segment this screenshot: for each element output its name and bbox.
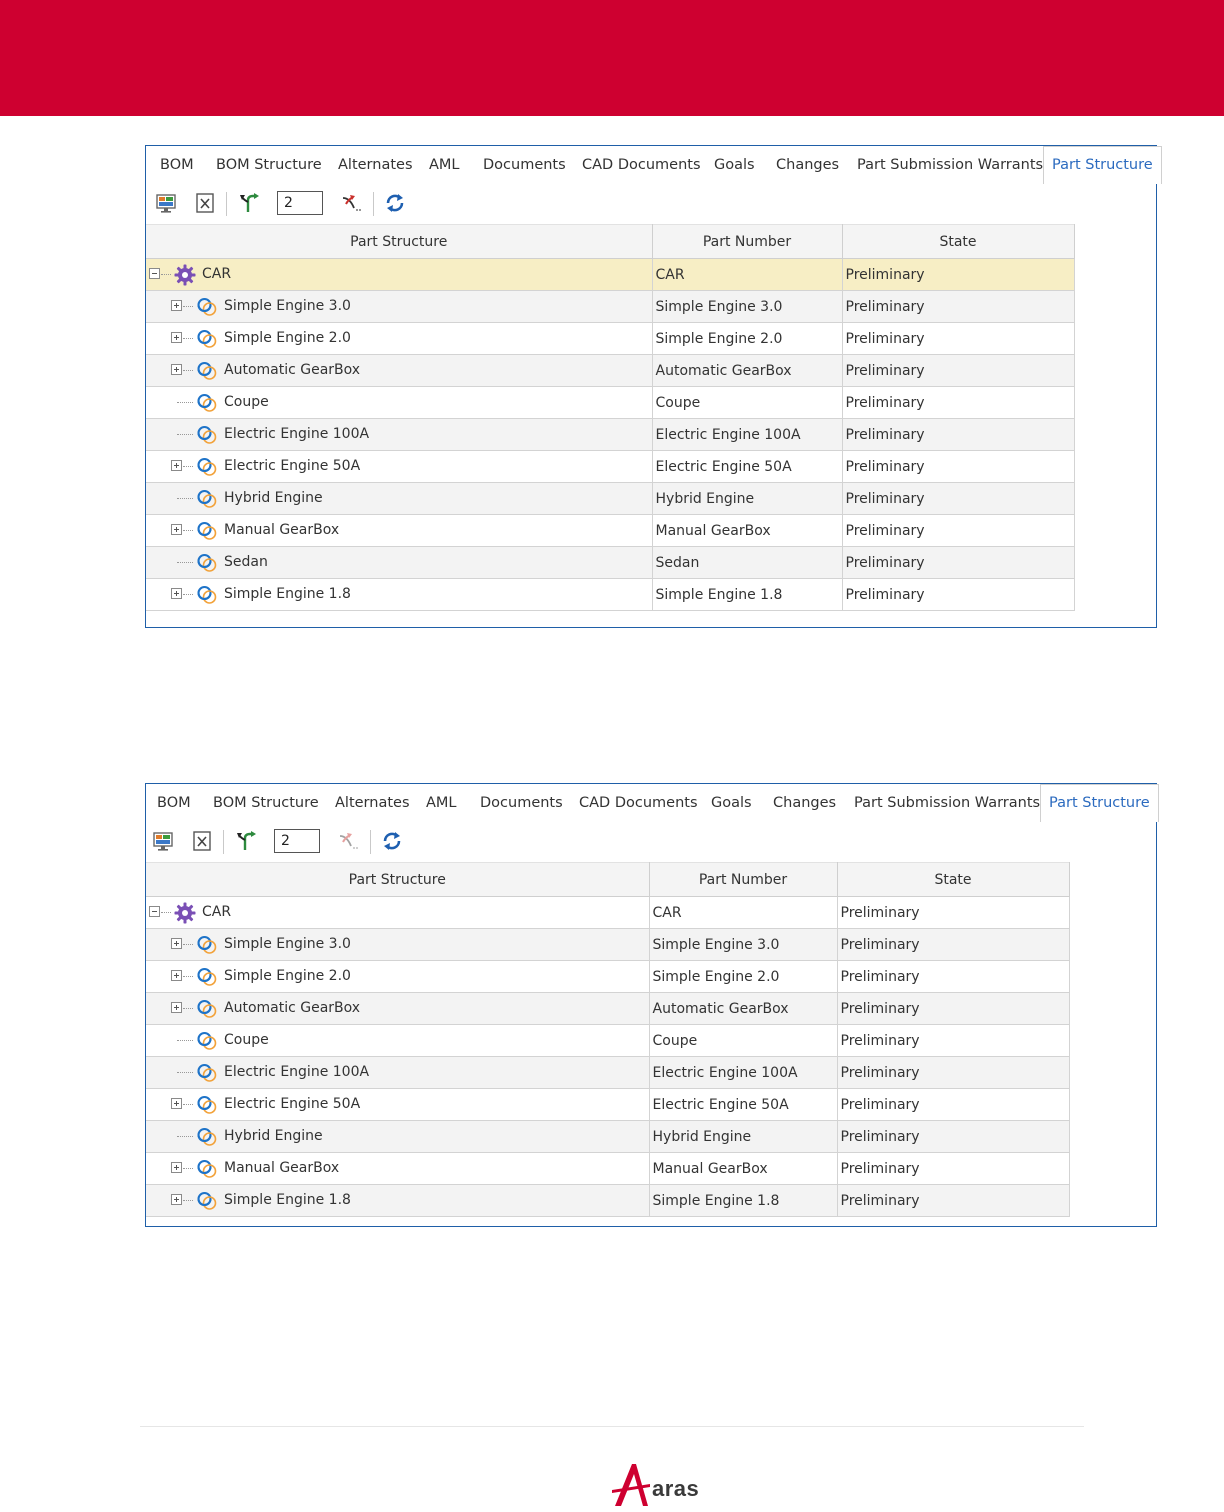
part-name[interactable]: Sedan [224, 554, 268, 570]
part-number-cell: Manual GearBox [649, 1153, 837, 1185]
table-row[interactable] [146, 547, 1074, 579]
table-row[interactable] [146, 1089, 1069, 1121]
part-icon [196, 296, 218, 318]
table-row[interactable] [146, 1185, 1069, 1217]
expand-level-input[interactable] [277, 191, 323, 215]
part-name[interactable]: Manual GearBox [224, 1160, 340, 1176]
part-structure-cell [146, 1089, 649, 1121]
tab-aml[interactable]: AML [429, 157, 460, 173]
column-header-part-number[interactable]: Part Number [652, 225, 842, 259]
part-number-cell: Automatic GearBox [649, 993, 837, 1025]
tab-part-structure[interactable]: Part Structure [1043, 146, 1162, 184]
tree-connector [161, 912, 171, 913]
table-row[interactable] [146, 897, 1069, 929]
tree-connector [183, 1200, 193, 1201]
state-cell: Preliminary [842, 451, 1074, 483]
table-row[interactable] [146, 515, 1074, 547]
grid-header-row [146, 863, 1069, 897]
expand-tree-icon[interactable] [239, 192, 261, 214]
tree-connector [183, 594, 193, 595]
part-structure-cell [146, 929, 649, 961]
expand-node-icon[interactable] [171, 524, 182, 535]
expand-node-icon[interactable] [171, 970, 182, 981]
part-structure-cell [146, 355, 652, 387]
part-structure-cell [146, 547, 652, 579]
part-number-cell: Coupe [652, 387, 842, 419]
state-cell: Preliminary [837, 1153, 1069, 1185]
expand-level-input[interactable] [274, 829, 320, 853]
tab-part-submission-warrants[interactable]: Part Submission Warrants [854, 795, 1041, 811]
part-structure-grid [146, 224, 1075, 611]
part-name[interactable]: Electric Engine 50A [224, 458, 361, 474]
expand-node-icon[interactable] [171, 1162, 182, 1173]
part-structure-cell [146, 451, 652, 483]
part-number-cell: Simple Engine 3.0 [652, 291, 842, 323]
tab-aml[interactable]: AML [426, 795, 457, 811]
display-icon[interactable] [152, 830, 174, 852]
state-cell: Preliminary [837, 961, 1069, 993]
tree-connector [183, 370, 193, 371]
tab-documents[interactable]: Documents [483, 157, 566, 173]
tree-connector [177, 562, 193, 563]
part-icon [196, 424, 218, 446]
part-number-cell: Electric Engine 100A [649, 1057, 837, 1089]
assembly-gear-icon [174, 264, 196, 286]
tab-bom-structure[interactable]: BOM Structure [216, 157, 322, 173]
part-name[interactable]: Automatic GearBox [224, 1000, 361, 1016]
tree-connector [183, 1008, 193, 1009]
part-name[interactable]: Simple Engine 2.0 [224, 330, 351, 346]
table-row[interactable] [146, 1121, 1069, 1153]
part-name[interactable]: Automatic GearBox [224, 362, 361, 378]
toolbar-separator [223, 830, 224, 854]
excel-export-icon[interactable] [194, 192, 216, 214]
part-name[interactable]: Electric Engine 50A [224, 1096, 361, 1112]
expand-node-icon[interactable] [171, 332, 182, 343]
tab-alternates[interactable]: Alternates [338, 157, 413, 173]
tree-connector [183, 306, 193, 307]
tree-connector [177, 1072, 193, 1073]
table-row[interactable] [146, 961, 1069, 993]
aras-logo-text: aras [652, 1476, 700, 1501]
column-header-part-number[interactable]: Part Number [649, 863, 837, 897]
table-row[interactable] [146, 259, 1074, 291]
part-structure-cell [146, 1057, 649, 1089]
state-cell: Preliminary [837, 1057, 1069, 1089]
tab-bom[interactable]: BOM [157, 795, 191, 811]
tab-cad-documents[interactable]: CAD Documents [579, 795, 698, 811]
table-row[interactable] [146, 1153, 1069, 1185]
tree-connector [183, 530, 193, 531]
table-row[interactable] [146, 993, 1069, 1025]
table-row[interactable] [146, 579, 1074, 611]
part-number-cell: Simple Engine 3.0 [649, 929, 837, 961]
part-icon [196, 1094, 218, 1116]
part-structure-cell [146, 1185, 649, 1217]
collapse-node-icon[interactable] [149, 268, 160, 279]
expand-node-icon[interactable] [171, 938, 182, 949]
tab-alternates[interactable]: Alternates [335, 795, 410, 811]
column-header-part-structure[interactable]: Part Structure [146, 863, 649, 897]
state-cell: Preliminary [842, 483, 1074, 515]
part-icon [196, 934, 218, 956]
part-icon [196, 1190, 218, 1212]
part-structure-cell [146, 259, 652, 291]
part-name[interactable]: Simple Engine 2.0 [224, 968, 351, 984]
column-header-state[interactable]: State [837, 863, 1069, 897]
toolbar [146, 822, 1156, 862]
tab-part-structure[interactable]: Part Structure [1040, 784, 1159, 822]
part-structure-cell [146, 419, 652, 451]
tree-connector [183, 1104, 193, 1105]
part-number-cell: Electric Engine 50A [649, 1089, 837, 1121]
part-name[interactable]: Simple Engine 3.0 [224, 298, 351, 314]
state-cell: Preliminary [842, 419, 1074, 451]
part-structure-cell [146, 1121, 649, 1153]
part-number-cell: Simple Engine 1.8 [652, 579, 842, 611]
expand-node-icon[interactable] [171, 588, 182, 599]
part-structure-cell [146, 387, 652, 419]
table-row[interactable] [146, 451, 1074, 483]
part-number-cell: Simple Engine 2.0 [649, 961, 837, 993]
state-cell: Preliminary [837, 897, 1069, 929]
state-cell: Preliminary [842, 259, 1074, 291]
expand-node-icon[interactable] [171, 364, 182, 375]
part-name[interactable]: Electric Engine 100A [224, 1064, 370, 1080]
tree-connector [161, 274, 171, 275]
tree-connector [177, 402, 193, 403]
expand-node-icon[interactable] [171, 1002, 182, 1013]
tab-bom[interactable]: BOM [160, 157, 194, 173]
part-icon [196, 1158, 218, 1180]
part-number-cell: Manual GearBox [652, 515, 842, 547]
state-cell: Preliminary [842, 387, 1074, 419]
part-icon [196, 328, 218, 350]
part-number-cell: Hybrid Engine [652, 483, 842, 515]
aras-logo [612, 1460, 712, 1508]
tree-connector [183, 338, 193, 339]
state-cell: Preliminary [837, 1185, 1069, 1217]
part-number-cell: Automatic GearBox [652, 355, 842, 387]
tab-goals[interactable]: Goals [714, 157, 755, 173]
collapse-tree-icon[interactable] [340, 192, 362, 214]
part-name[interactable]: Hybrid Engine [224, 490, 323, 506]
part-name[interactable]: Coupe [224, 394, 269, 410]
toolbar-separator [370, 830, 371, 854]
part-icon [196, 998, 218, 1020]
tab-bom-structure[interactable]: BOM Structure [213, 795, 319, 811]
part-icon [196, 966, 218, 988]
header-band [0, 0, 1224, 116]
expand-node-icon[interactable] [171, 300, 182, 311]
tree-connector [183, 976, 193, 977]
tab-part-submission-warrants[interactable]: Part Submission Warrants [857, 157, 1044, 173]
assembly-gear-icon [174, 902, 196, 924]
state-cell: Preliminary [837, 1089, 1069, 1121]
tab-changes[interactable]: Changes [776, 157, 840, 173]
state-cell: Preliminary [837, 1121, 1069, 1153]
part-icon [196, 360, 218, 382]
part-icon [196, 552, 218, 574]
part-structure-cell [146, 323, 652, 355]
part-number-cell: Electric Engine 50A [652, 451, 842, 483]
collapse-tree-icon[interactable] [337, 830, 359, 852]
table-row[interactable] [146, 291, 1074, 323]
part-icon [196, 584, 218, 606]
state-cell: Preliminary [842, 579, 1074, 611]
state-cell: Preliminary [842, 355, 1074, 387]
state-cell: Preliminary [837, 1025, 1069, 1057]
expand-node-icon[interactable] [171, 1194, 182, 1205]
part-structure-panel-2 [145, 783, 1157, 1227]
expand-node-icon[interactable] [171, 1098, 182, 1109]
part-icon [196, 1030, 218, 1052]
tree-connector [177, 1040, 193, 1041]
tree-connector [183, 944, 193, 945]
part-name[interactable]: CAR [202, 266, 232, 282]
tree-connector [183, 466, 193, 467]
tab-documents[interactable]: Documents [480, 795, 563, 811]
state-cell: Preliminary [842, 323, 1074, 355]
part-number-cell: Simple Engine 1.8 [649, 1185, 837, 1217]
refresh-icon[interactable] [381, 830, 403, 852]
part-structure-cell [146, 897, 649, 929]
grid-header-row [146, 225, 1074, 259]
part-icon [196, 488, 218, 510]
table-row[interactable] [146, 355, 1074, 387]
part-name[interactable]: CAR [202, 904, 232, 920]
table-row[interactable] [146, 483, 1074, 515]
table-row[interactable] [146, 1057, 1069, 1089]
part-structure-cell [146, 483, 652, 515]
part-structure-grid [146, 862, 1070, 1217]
part-icon [196, 456, 218, 478]
part-structure-panel-1 [145, 145, 1157, 628]
part-number-cell: Simple Engine 2.0 [652, 323, 842, 355]
part-structure-cell [146, 1153, 649, 1185]
part-number-cell: Hybrid Engine [649, 1121, 837, 1153]
table-row[interactable] [146, 387, 1074, 419]
toolbar [146, 184, 1156, 224]
toolbar-separator [373, 192, 374, 216]
tab-changes[interactable]: Changes [773, 795, 837, 811]
tab-bar [146, 784, 1156, 822]
part-structure-cell [146, 961, 649, 993]
table-row[interactable] [146, 929, 1069, 961]
part-structure-cell [146, 1025, 649, 1057]
part-icon [196, 520, 218, 542]
state-cell: Preliminary [837, 929, 1069, 961]
table-row[interactable] [146, 323, 1074, 355]
part-number-cell: Electric Engine 100A [652, 419, 842, 451]
part-name[interactable]: Simple Engine 1.8 [224, 1192, 351, 1208]
footer-divider [140, 1426, 1084, 1427]
part-structure-cell [146, 993, 649, 1025]
tree-connector [183, 1168, 193, 1169]
state-cell: Preliminary [837, 993, 1069, 1025]
aras-logo-mark-icon [612, 1460, 652, 1508]
part-name[interactable]: Manual GearBox [224, 522, 340, 538]
part-name[interactable]: Coupe [224, 1032, 269, 1048]
toolbar-separator [226, 192, 227, 216]
collapse-node-icon[interactable] [149, 906, 160, 917]
part-icon [196, 1062, 218, 1084]
part-name[interactable]: Simple Engine 3.0 [224, 936, 351, 952]
part-structure-cell [146, 515, 652, 547]
part-number-cell: Coupe [649, 1025, 837, 1057]
state-cell: Preliminary [842, 515, 1074, 547]
part-number-cell: Sedan [652, 547, 842, 579]
part-number-cell: CAR [652, 259, 842, 291]
part-name[interactable]: Hybrid Engine [224, 1128, 323, 1144]
tab-goals[interactable]: Goals [711, 795, 752, 811]
tab-cad-documents[interactable]: CAD Documents [582, 157, 701, 173]
part-name[interactable]: Simple Engine 1.8 [224, 586, 351, 602]
state-cell: Preliminary [842, 291, 1074, 323]
expand-node-icon[interactable] [171, 460, 182, 471]
excel-export-icon[interactable] [191, 830, 213, 852]
column-header-state[interactable]: State [842, 225, 1074, 259]
tree-connector [177, 498, 193, 499]
table-row[interactable] [146, 1025, 1069, 1057]
tab-bar [146, 146, 1156, 184]
part-icon [196, 392, 218, 414]
tree-connector [177, 1136, 193, 1137]
part-structure-cell [146, 291, 652, 323]
table-row[interactable] [146, 419, 1074, 451]
part-structure-cell [146, 579, 652, 611]
state-cell: Preliminary [842, 547, 1074, 579]
refresh-icon[interactable] [384, 192, 406, 214]
part-number-cell: CAR [649, 897, 837, 929]
expand-tree-icon[interactable] [236, 830, 258, 852]
tree-connector [177, 434, 193, 435]
display-icon[interactable] [155, 192, 177, 214]
column-header-part-structure[interactable]: Part Structure [146, 225, 652, 259]
part-name[interactable]: Electric Engine 100A [224, 426, 370, 442]
part-icon [196, 1126, 218, 1148]
